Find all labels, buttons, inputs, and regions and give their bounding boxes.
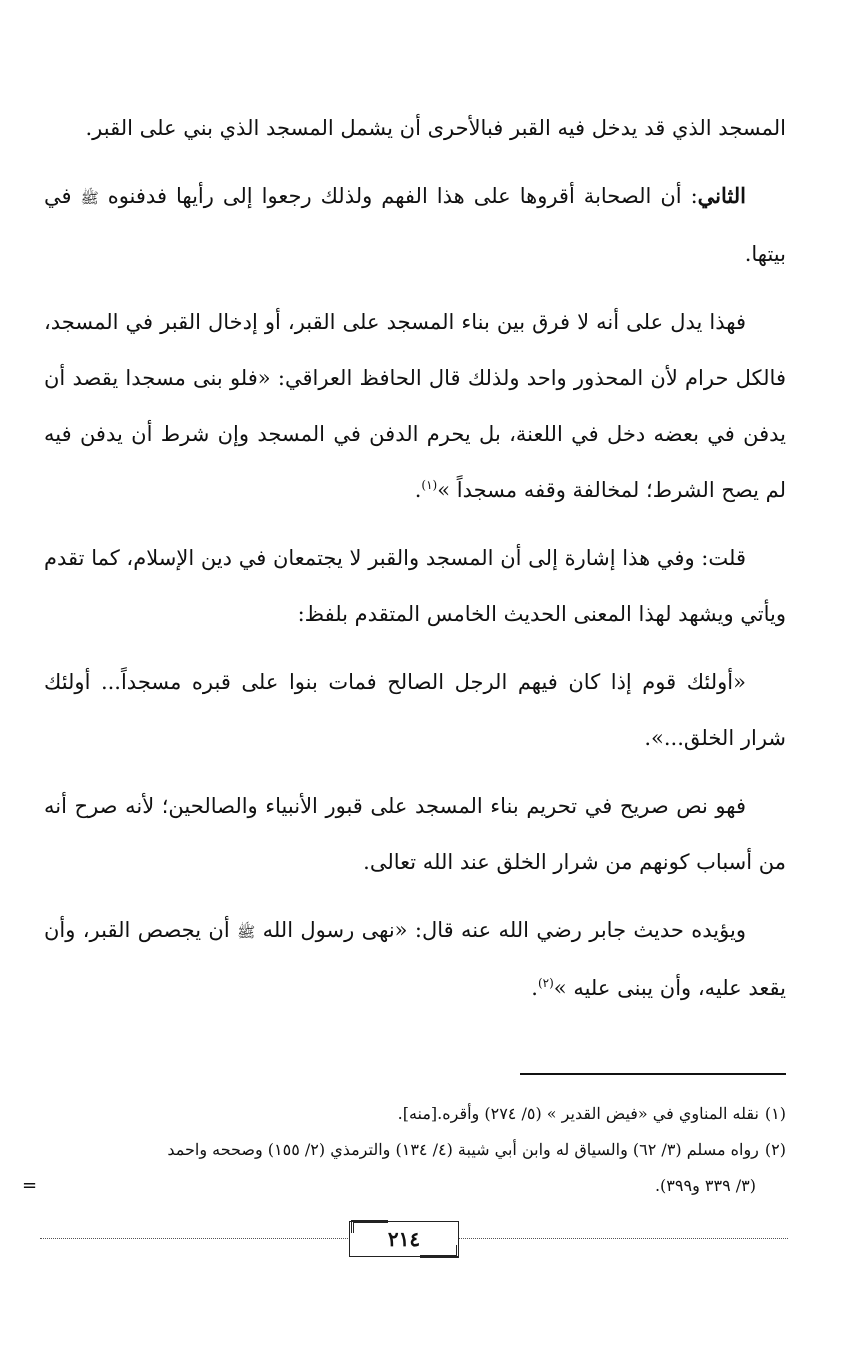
footnote-ref-1: (١) [421,478,438,492]
paragraph-3-text: فهذا يدل على أنه لا فرق بين بناء المسجد على القبر، أو إدخال القبر في المسجد، فالكل حرام لأن المحذور واحد ولذلك قال الحافظ العراقي: «فلو بنى مسجدا يقصد أن يدفن في بعضه دخل في اللعنة، بل يحرم الدفن في المسجد وإن شرط أن يدفن فيه لم يصح الشرط؛ لمخالفة وقفه مسجداً » [44,310,786,502]
footnote-2-text: رواه مسلم (٣/ ٦٢) والسياق له وابن أبي شيبة (٤/ ١٣٤) والترمذي (٢/ ١٥٥) وصححه واحمد [167,1140,759,1159]
paragraph-5: «أولئك قوم إذا كان فيهم الرجل الصالح فمات بنوا على قبره مسجداً... أولئك شرار الخلق...». [44,670,786,750]
footnote-1-text: نقله المناوي في «فيض القدير » (٥/ ٢٧٤) وأقره.[منه]. [397,1104,759,1123]
footnote-1 [44,1096,786,1132]
paragraph-6: فهو نص صريح في تحريم بناء المسجد على قبور الأنبياء والصالحين؛ لأنه صرح أنه من أسباب كونهم من شرار الخلق عند الله تعالى. [44,794,786,874]
paragraph-3 [44,294,786,518]
footnote-2 [44,1132,786,1168]
paragraph-7 [44,902,786,1016]
paragraph-4: قلت: وفي هذا إشارة إلى أن المسجد والقبر لا يجتمعان في دين الإسلام، كما تقدم ويأتي ويشهد لهذا المعنى الحديث الخامس المتقدم بلفظ: [44,546,786,626]
paragraph-2-end: في بيتها. [44,184,786,266]
footnote-2-number: (٢) [764,1140,786,1159]
paragraph-2-text: : أن الصحابة أقروها على هذا الفهم ولذلك رجعوا إلى رأيها فدفنوه [107,184,698,208]
continuation-mark: = [22,1175,38,1196]
paragraph-7-end: . [531,976,538,1000]
footnote-separator [520,1073,786,1075]
paragraph-1: المسجد الذي قد يدخل فيه القبر فبالأحرى أن يشمل المسجد الذي بني على القبر. [85,116,786,140]
paragraph-3-end: . [414,478,422,502]
footnotes [44,1096,786,1204]
footnote-1-number: (١) [764,1104,786,1123]
paragraph-2-label: الثاني [697,183,746,208]
page-number: ٢١٤ [349,1221,459,1257]
salla-glyph: ﷺ [80,189,99,207]
paragraph-2 [44,168,786,282]
footnote-ref-2: (٢) [537,976,554,990]
paragraph-7-text-b: أن يجصص القبر، وأن يقعد عليه، وأن يبنى عليه » [44,918,786,1000]
footnote-2-continuation: (٣/ ٣٣٩ و٣٩٩). [654,1176,756,1195]
page-body [44,100,786,1028]
ornament-corner-icon [420,1245,459,1258]
salla-glyph: ﷺ [237,923,256,941]
ornament-corner-icon [351,1220,388,1233]
paragraph-7-text-a: ويؤيده حديث جابر رضي الله عنه قال: «نهى رسول الله [262,918,746,942]
